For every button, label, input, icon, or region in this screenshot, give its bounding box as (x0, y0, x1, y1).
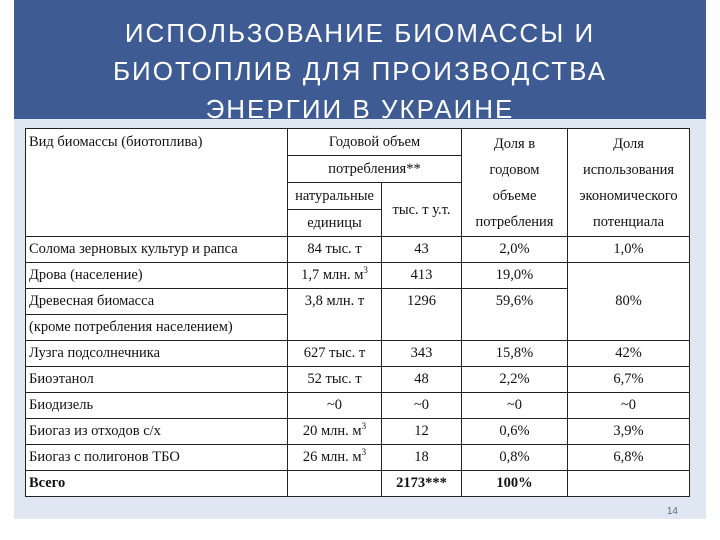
row-tut: 43 (382, 237, 462, 263)
table-row (26, 263, 690, 289)
row-natural (288, 419, 382, 445)
title-line-2: БИОТОПЛИВ ДЛЯ ПРОИЗВОДСТВА (112, 56, 607, 86)
row-natural-value: 1,7 млн. м (301, 267, 364, 283)
row-natural (288, 263, 382, 289)
row-share: 2,0% (462, 237, 568, 263)
header-potential (568, 129, 690, 237)
header-tut: тыс. т у.т. (382, 183, 462, 237)
table-row (26, 341, 690, 367)
row-natural-value: 26 млн. м (302, 449, 362, 465)
total-tut: 2173*** (382, 471, 462, 497)
row-share: ~0 (462, 393, 568, 419)
title-line-1: ИСПОЛЬЗОВАНИЕ БИОМАССЫ И (124, 18, 596, 48)
row-potential: 3,9% (568, 419, 690, 445)
row-share: 19,0% (462, 263, 568, 289)
row-name: Биогаз из отходов с/х (26, 419, 288, 445)
row-tut: 48 (382, 367, 462, 393)
row-share: 0,8% (462, 445, 568, 471)
table-row (26, 445, 690, 471)
row-potential: 6,8% (568, 445, 690, 471)
header-share-line-2: годовом (489, 161, 540, 178)
row-natural-superscript: 3 (361, 447, 367, 458)
table-row (26, 237, 690, 263)
row-natural: 84 тыс. т (288, 237, 382, 263)
biomass-table (25, 128, 690, 497)
row-share: 15,8% (462, 341, 568, 367)
row-natural-superscript: 3 (363, 265, 368, 276)
row-share: 59,6% (462, 289, 568, 341)
header-row-1 (26, 129, 690, 156)
header-annual-line-2: потребления** (288, 156, 462, 183)
row-natural: ~0 (288, 393, 382, 419)
header-share-line-1: Доля в (493, 135, 536, 152)
table-row (26, 393, 690, 419)
row-share: 0,6% (462, 419, 568, 445)
row-potential: 42% (568, 341, 690, 367)
header-potential-line-3: экономического (579, 187, 678, 204)
row-name-line-2: (кроме потребления населением) (26, 315, 288, 341)
header-natural-line-1: натуральные (288, 183, 382, 210)
header-type: Вид биомассы (биотоплива) (26, 129, 288, 237)
total-row (26, 471, 690, 497)
row-name: Биоэтанол (26, 367, 288, 393)
row-natural-value: 20 млн. м (302, 423, 362, 439)
row-potential: ~0 (568, 393, 690, 419)
header-natural-line-2: единицы (288, 210, 382, 237)
row-tut: 413 (382, 263, 462, 289)
row-natural: 3,8 млн. т (288, 289, 382, 341)
total-share: 100% (462, 471, 568, 497)
header-share-line-3: объеме (492, 187, 537, 204)
row-potential: 1,0% (568, 237, 690, 263)
row-tut: 1296 (382, 289, 462, 341)
row-tut: 12 (382, 419, 462, 445)
row-potential: 6,7% (568, 367, 690, 393)
total-potential-empty (568, 471, 690, 497)
slide-title (14, 14, 706, 119)
header-share-line-4: потребления (475, 213, 554, 230)
row-name: Биодизель (26, 393, 288, 419)
header-potential-line-1: Доля (613, 135, 644, 152)
row-tut: 18 (382, 445, 462, 471)
title-line-3: ЭНЕРГИИ В УКРАИНЕ (205, 94, 515, 119)
row-name: Биогаз с полигонов ТБО (26, 445, 288, 471)
row-natural: 627 тыс. т (288, 341, 382, 367)
row-tut: 343 (382, 341, 462, 367)
row-name: Дрова (население) (26, 263, 288, 289)
row-potential-merged: 80% (568, 263, 690, 341)
row-natural (288, 445, 382, 471)
row-natural-superscript: 3 (361, 421, 367, 432)
header-annual-line-1: Годовой объем (288, 129, 462, 156)
page-number: 14 (666, 506, 678, 517)
total-name: Всего (26, 471, 288, 497)
table-row (26, 367, 690, 393)
total-natural-empty (288, 471, 382, 497)
header-potential-line-4: потенциала (592, 213, 665, 230)
header-potential-line-2: использования (582, 161, 675, 178)
row-name-line-1: Древесная биомасса (26, 289, 288, 315)
header-share (462, 129, 568, 237)
row-share: 2,2% (462, 367, 568, 393)
table-row (26, 419, 690, 445)
slide-header (14, 0, 706, 119)
row-tut: ~0 (382, 393, 462, 419)
row-natural: 52 тыс. т (288, 367, 382, 393)
row-name: Лузга подсолнечника (26, 341, 288, 367)
row-name: Солома зерновых культур и рапса (26, 237, 288, 263)
